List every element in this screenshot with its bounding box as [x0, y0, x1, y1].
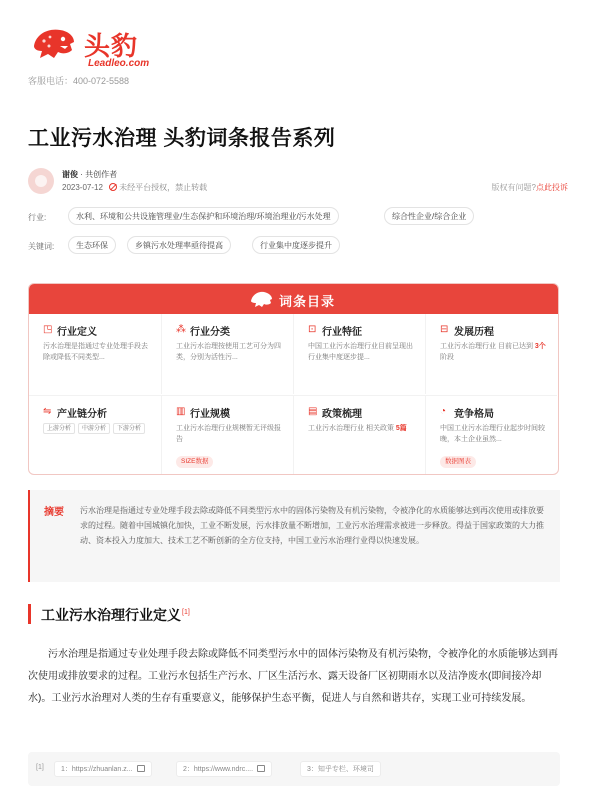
brand-domain: Leadleo.com	[88, 58, 150, 69]
abstract-label: 摘要	[44, 507, 64, 518]
toc-item-scale[interactable]	[161, 395, 293, 475]
copyright-question-text: 版权有问题?	[491, 183, 536, 192]
leopard-logo-icon[interactable]	[30, 24, 76, 62]
toc-panel	[28, 283, 559, 475]
toc-item-features[interactable]	[293, 314, 425, 394]
license-text: 未经平台授权，禁止转载	[119, 183, 208, 192]
upstream-pill[interactable]: 上游分析	[43, 423, 75, 434]
toc-item-title: 行业规模	[190, 409, 230, 420]
reference-link[interactable]	[176, 761, 272, 777]
brand-name[interactable]: 头豹	[84, 31, 139, 61]
keyword-tag[interactable]: 乡镇污水处理率亟待提高	[127, 236, 231, 254]
abstract-box	[28, 490, 560, 582]
section-title-text: 工业污水治理行业定义	[41, 607, 181, 623]
toc-desc-text: 阶段	[440, 354, 454, 361]
industry-tag[interactable]: 水利、环境和公共设施管理业/生态保护和环境治理/环境治理业/污水处理	[68, 207, 339, 225]
definition-icon: ◳	[43, 324, 53, 335]
author-line	[62, 169, 117, 180]
publish-info	[62, 182, 207, 193]
document-icon[interactable]	[257, 765, 265, 772]
reference-number: [1]	[36, 764, 44, 771]
chain-icon: ⇋	[43, 406, 52, 417]
toc-item-title: 发展历程	[454, 327, 494, 338]
toc-item-title: 行业分类	[190, 327, 230, 338]
toc-item-history[interactable]	[425, 314, 557, 394]
keyword-tag[interactable]: 生态环保	[68, 236, 116, 254]
author-row	[28, 168, 568, 198]
leopard-icon	[249, 289, 273, 309]
prohibited-icon	[109, 183, 117, 191]
complaint-link[interactable]: 点此投诉	[536, 183, 568, 192]
copyright-question	[492, 182, 568, 193]
policy-icon: ▤	[308, 406, 318, 417]
document-icon[interactable]	[137, 765, 145, 772]
downstream-pill[interactable]: 下游分析	[113, 423, 145, 434]
toc-item-classification[interactable]	[161, 314, 293, 394]
toc-desc-text: 工业污水治理行业 相关政策	[308, 425, 396, 432]
toc-item-title: 产业链分析	[57, 409, 107, 420]
reference-text: 3：知乎专栏、环境司	[307, 766, 374, 773]
toc-item-desc	[308, 423, 416, 434]
industry-row	[28, 207, 578, 227]
references-bar	[28, 752, 560, 786]
toc-title: 词条目录	[279, 294, 336, 309]
midstream-pill[interactable]: 中游分析	[78, 423, 110, 434]
toc-item-title: 行业特征	[322, 327, 362, 338]
author-name[interactable]: 谢俊	[62, 170, 78, 179]
toc-item-definition[interactable]	[29, 314, 161, 394]
keywords-row	[28, 236, 578, 256]
reference-text: 1：https://zhuanlan.z...	[61, 766, 133, 773]
publish-date: 2023-07-12	[62, 183, 103, 192]
toc-item-policy[interactable]	[293, 395, 425, 475]
avatar[interactable]	[28, 168, 54, 194]
reference-text: 2：https://www.ndrc....	[183, 766, 254, 773]
toc-item-desc	[440, 341, 548, 363]
reference-link[interactable]	[300, 761, 381, 777]
author-role: · 共创作者	[80, 170, 118, 179]
toc-item-desc: 中国工业污水治理行业目前呈现出行业集中度逐步提...	[308, 343, 413, 361]
industry-label: 行业:	[28, 213, 47, 222]
toc-item-desc: 工业污水治理行业规模暂无评级报告	[176, 425, 281, 443]
keywords-label: 关键词:	[28, 242, 55, 251]
toc-item-title: 竞争格局	[454, 409, 494, 420]
toc-item-title: 行业定义	[57, 327, 97, 338]
page-title: 工业污水治理 头豹词条报告系列	[28, 127, 336, 150]
toc-item-industry-chain[interactable]	[29, 395, 161, 475]
toc-item-title: 政策梳理	[322, 409, 362, 420]
brand-header	[28, 18, 228, 88]
toc-item-desc: 工业污水治理按使用工艺可分为四类，分别为活性污...	[176, 343, 281, 361]
history-icon: ⊟	[440, 324, 449, 335]
competition-icon: ◔	[440, 406, 447, 417]
reference-link[interactable]	[54, 761, 152, 777]
industry-tag[interactable]: 综合性企业/综合企业	[384, 207, 474, 225]
toc-desc-text: 工业污水治理行业 目前已达到	[440, 343, 535, 350]
toc-item-competition[interactable]	[425, 395, 557, 475]
footnote-link[interactable]: [1]	[182, 609, 190, 616]
size-data-badge[interactable]: SIZE数据	[176, 456, 213, 468]
data-chart-badge[interactable]: 数据图表	[440, 456, 476, 468]
abstract-text: 污水治理是指通过专业处理手段去除或降低不同类型污水中的固体污染物及有机污染物，令被净化的水质能够达到再次使用或排放要求的过程。随着中国城镇化加快，工业不断发展，污水排放量不断增加，工业污水治理需求被进一步释放。得益于国家政策的大力推动、资本投入力度加大、技术工艺不断创新的全方位支持，中国工业污水治理行业得以快速发展。	[80, 506, 544, 545]
stage-count: 3个	[534, 343, 546, 350]
toc-item-desc: 污水治理是指通过专业处理手段去除或降低不同类型...	[43, 343, 148, 361]
features-icon: ⊡	[308, 324, 317, 335]
service-hotline: 客服电话：400-072-5588	[28, 76, 130, 86]
keyword-tag[interactable]: 行业集中度逐步提升	[252, 236, 340, 254]
classification-icon: ⁂	[176, 324, 186, 335]
section-body: 污水治理是指通过专业处理手段去除或降低不同类型污水中的固体污染物及有机污染物，令被净化的水质能够达到再次使用或排放要求的过程。工业污水包括生产污水、厂区生活污水、露天设备厂区初期雨水以及洁净废水(即间接冷却水)。工业污水治理对人类的生存有重要意义，能够保护生态平衡，促进人与自然和谐共存，实现工业可持续发展。	[28, 649, 558, 704]
scale-icon: ▥	[176, 406, 186, 417]
chain-pills	[43, 423, 151, 434]
section-title	[28, 604, 190, 624]
toc-header	[29, 284, 558, 314]
license-notice	[109, 183, 207, 192]
policy-count: 5篇	[395, 425, 407, 432]
toc-item-desc: 中国工业污水治理行业起步时间较晚，本土企业虽然...	[440, 425, 545, 443]
